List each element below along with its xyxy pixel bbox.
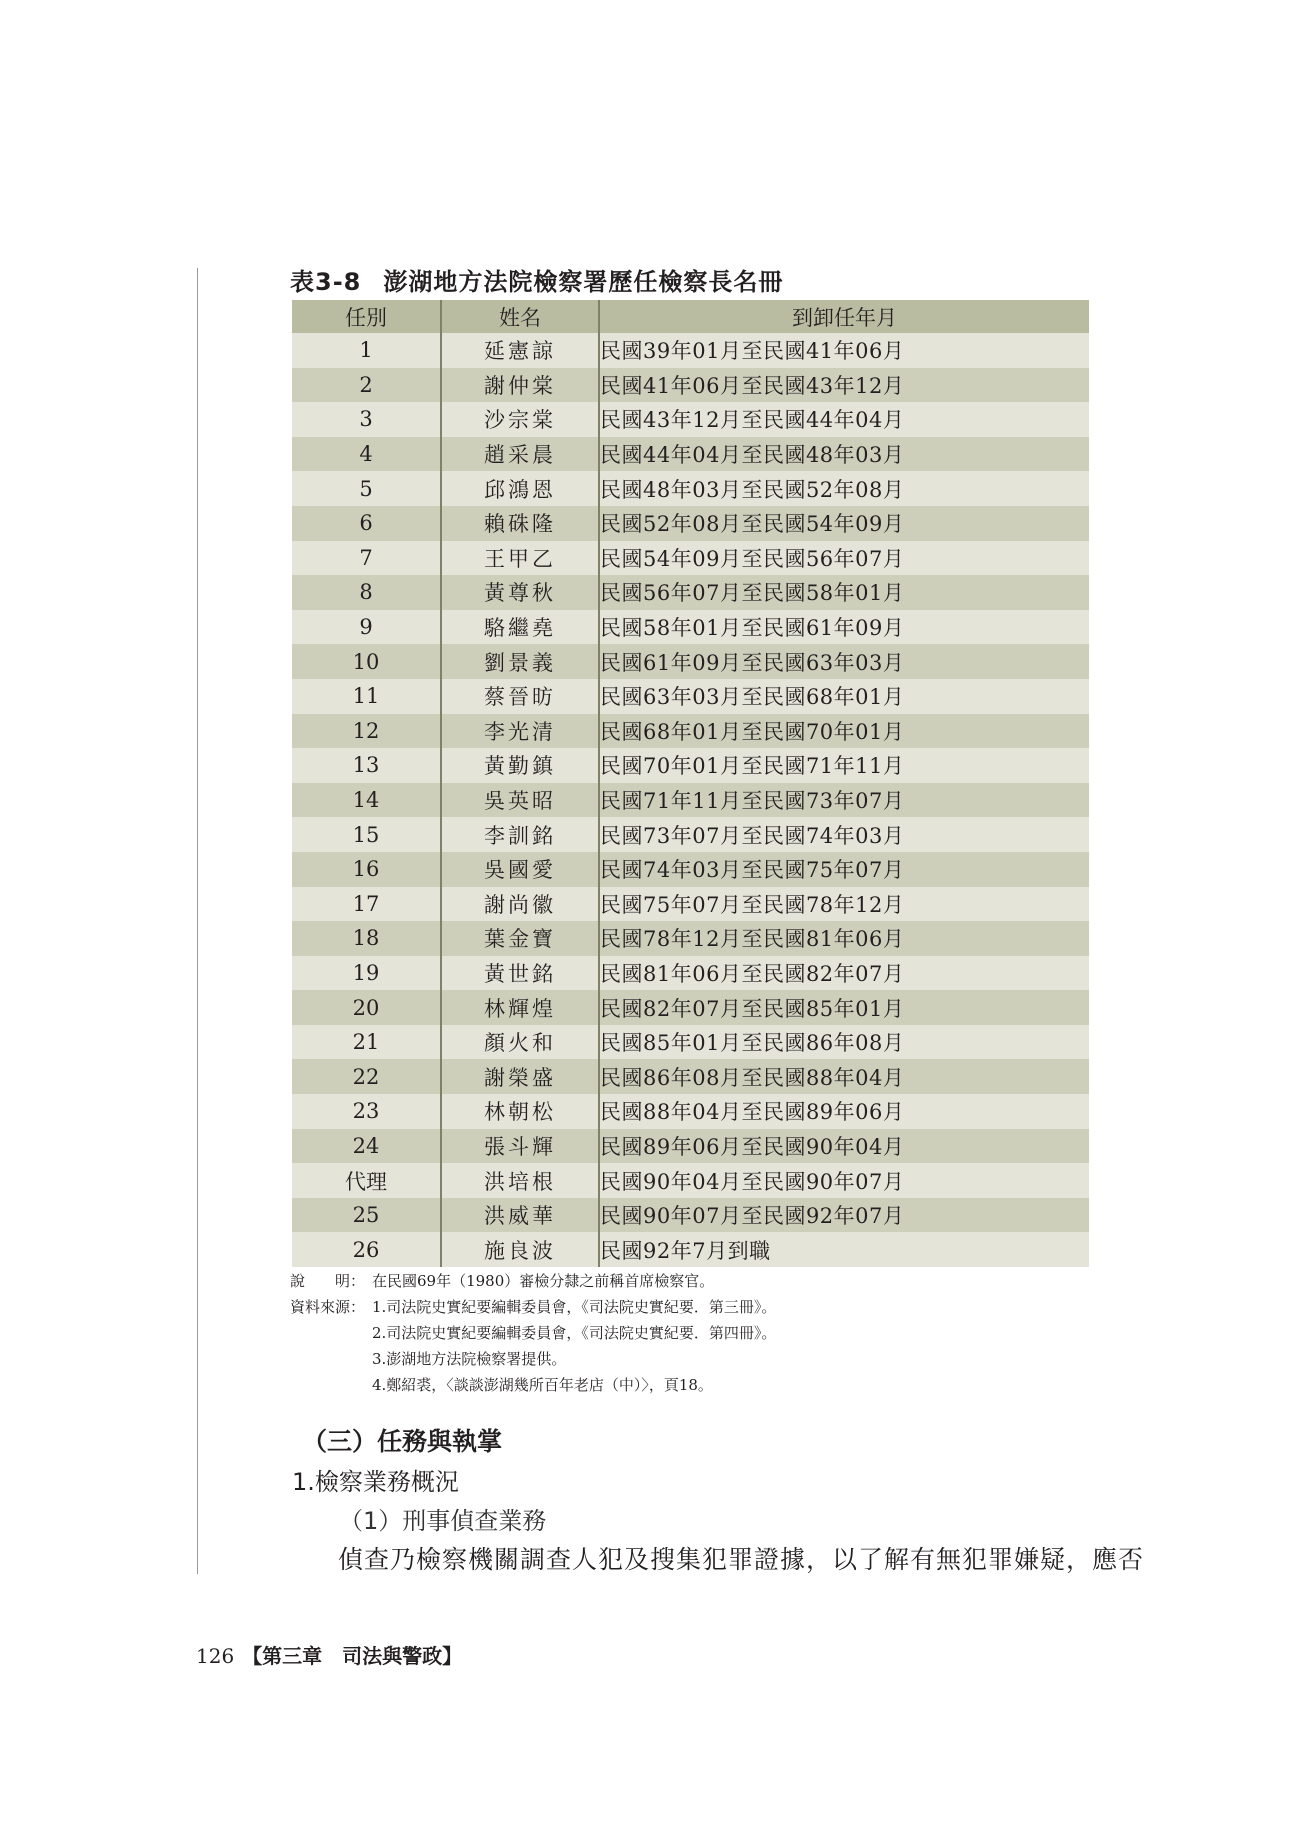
page-footer [196,1640,462,1669]
table-row [292,956,1089,991]
row-index: 21 [292,1025,441,1060]
row-name: 黃尊秋 [441,575,599,610]
note-explanation-label: 說 明： [290,1272,366,1290]
row-name: 王甲乙 [441,541,599,576]
row-name: 李訓銘 [441,817,599,852]
row-tenure: 民國39年01月至民國41年06月 [599,333,1089,368]
section-heading: （三）任務與執掌 [302,1427,503,1456]
row-index: 24 [292,1129,441,1164]
row-index: 1 [292,333,441,368]
header-tenure: 到卸任年月 [599,300,1089,333]
table-row [292,1232,1089,1267]
row-name: 施良波 [441,1232,599,1267]
table-row [292,506,1089,541]
row-name: 黃世銘 [441,956,599,991]
table-row [292,714,1089,749]
header-name: 姓名 [441,300,599,333]
row-index: 11 [292,679,441,714]
row-tenure: 民國78年12月至民國81年06月 [599,921,1089,956]
prosecutor-roster-table [292,300,1089,1267]
row-name: 劉景義 [441,644,599,679]
row-name: 邱鴻恩 [441,471,599,506]
row-index: 10 [292,644,441,679]
note-source-3: 3.澎湖地方法院檢察署提供。 [372,1350,567,1368]
note-sources-label: 資料來源： [290,1298,366,1316]
page-number: 126 [196,1644,235,1668]
row-index: 5 [292,471,441,506]
row-tenure: 民國68年01月至民國70年01月 [599,714,1089,749]
row-index: 6 [292,506,441,541]
row-index: 13 [292,748,441,783]
row-tenure: 民國92年7月到職 [599,1232,1089,1267]
table-row [292,610,1089,645]
source-text-1: 1.司法院史實紀要編輯委員會，《司法院史實紀要．第三冊》。 [372,1298,777,1316]
note-explanation [290,1270,714,1291]
sub-item-heading: （1）刑事偵查業務 [339,1507,547,1535]
table-row [292,921,1089,956]
row-tenure: 民國54年09月至民國56年07月 [599,541,1089,576]
row-tenure: 民國85年01月至民國86年08月 [599,1025,1089,1060]
note-source-4: 4.鄭紹裘，〈談談澎湖幾所百年老店（中）〉，頁18。 [372,1376,713,1394]
note-explanation-text: 在民國69年（1980）審檢分隸之前稱首席檢察官。 [372,1272,715,1290]
row-tenure: 民國48年03月至民國52年08月 [599,471,1089,506]
row-name: 謝尚徽 [441,887,599,922]
row-tenure: 民國81年06月至民國82年07月 [599,956,1089,991]
row-tenure: 民國70年01月至民國71年11月 [599,748,1089,783]
row-tenure: 民國82年07月至民國85年01月 [599,990,1089,1025]
note-source-2: 2.司法院史實紀要編輯委員會，《司法院史實紀要．第四冊》。 [372,1324,777,1342]
row-tenure: 民國63年03月至民國68年01月 [599,679,1089,714]
row-tenure: 民國89年06月至民國90年04月 [599,1129,1089,1164]
row-name: 謝仲棠 [441,368,599,403]
row-index: 15 [292,817,441,852]
table-row [292,1094,1089,1129]
row-tenure: 民國90年04月至民國90年07月 [599,1163,1089,1198]
row-name: 駱繼堯 [441,610,599,645]
row-name: 延憲諒 [441,333,599,368]
row-index: 7 [292,541,441,576]
row-tenure: 民國90年07月至民國92年07月 [599,1198,1089,1233]
row-tenure: 民國61年09月至民國63年03月 [599,644,1089,679]
row-name: 林輝煌 [441,990,599,1025]
row-name: 顏火和 [441,1025,599,1060]
row-tenure: 民國44年04月至民國48年03月 [599,437,1089,472]
row-name: 張斗輝 [441,1129,599,1164]
row-tenure: 民國41年06月至民國43年12月 [599,368,1089,403]
row-tenure: 民國75年07月至民國78年12月 [599,887,1089,922]
body-paragraph: 偵查乃檢察機關調查人犯及搜集犯罪證據，以了解有無犯罪嫌疑，應否 [338,1545,1145,1574]
table-row [292,817,1089,852]
table-header-row [292,300,1089,333]
row-tenure: 民國56年07月至民國58年01月 [599,575,1089,610]
margin-rule [197,268,198,1574]
row-index: 8 [292,575,441,610]
row-name: 賴硃隆 [441,506,599,541]
row-index: 17 [292,887,441,922]
row-name: 謝榮盛 [441,1059,599,1094]
table-row [292,1163,1089,1198]
table-row [292,575,1089,610]
row-index: 2 [292,368,441,403]
table-row [292,852,1089,887]
table-row [292,368,1089,403]
row-tenure: 民國52年08月至民國54年09月 [599,506,1089,541]
table-row [292,1025,1089,1060]
row-name: 李光清 [441,714,599,749]
note-source-1 [290,1296,776,1317]
row-name: 洪威華 [441,1198,599,1233]
table-row [292,1198,1089,1233]
row-name: 吳國愛 [441,852,599,887]
table-title-text: 澎湖地方法院檢察署歷任檢察長名冊 [383,268,784,296]
row-index: 18 [292,921,441,956]
row-index: 23 [292,1094,441,1129]
row-index: 12 [292,714,441,749]
row-index: 9 [292,610,441,645]
row-index: 26 [292,1232,441,1267]
table-row [292,679,1089,714]
row-name: 吳英昭 [441,783,599,818]
table-row [292,887,1089,922]
row-name: 趙采晨 [441,437,599,472]
row-index: 20 [292,990,441,1025]
row-tenure: 民國74年03月至民國75年07月 [599,852,1089,887]
table-row [292,471,1089,506]
table-number: 表3-8 [290,268,362,296]
row-index: 14 [292,783,441,818]
table-row [292,748,1089,783]
row-tenure: 民國73年07月至民國74年03月 [599,817,1089,852]
table-row [292,1059,1089,1094]
table-row [292,402,1089,437]
table-title [290,262,783,297]
row-index: 25 [292,1198,441,1233]
row-index: 22 [292,1059,441,1094]
row-name: 林朝松 [441,1094,599,1129]
row-tenure: 民國71年11月至民國73年07月 [599,783,1089,818]
header-term-order: 任別 [292,300,441,333]
row-index: 代理 [292,1163,441,1198]
subsection-heading: 1.檢察業務概況 [292,1468,459,1496]
table-row [292,783,1089,818]
row-tenure: 民國43年12月至民國44年04月 [599,402,1089,437]
row-name: 沙宗棠 [441,402,599,437]
table-row [292,990,1089,1025]
chapter-title: 【第三章 司法與警政】 [242,1644,463,1668]
row-index: 16 [292,852,441,887]
row-tenure: 民國88年04月至民國89年06月 [599,1094,1089,1129]
table-row [292,333,1089,368]
row-index: 4 [292,437,441,472]
row-name: 葉金寶 [441,921,599,956]
table-row [292,437,1089,472]
table-row [292,644,1089,679]
row-tenure: 民國58年01月至民國61年09月 [599,610,1089,645]
row-index: 3 [292,402,441,437]
table-row [292,541,1089,576]
row-name: 黃勤鎮 [441,748,599,783]
table-row [292,1129,1089,1164]
row-tenure: 民國86年08月至民國88年04月 [599,1059,1089,1094]
row-name: 洪培根 [441,1163,599,1198]
row-name: 蔡晉昉 [441,679,599,714]
row-index: 19 [292,956,441,991]
table-body [292,333,1089,1267]
